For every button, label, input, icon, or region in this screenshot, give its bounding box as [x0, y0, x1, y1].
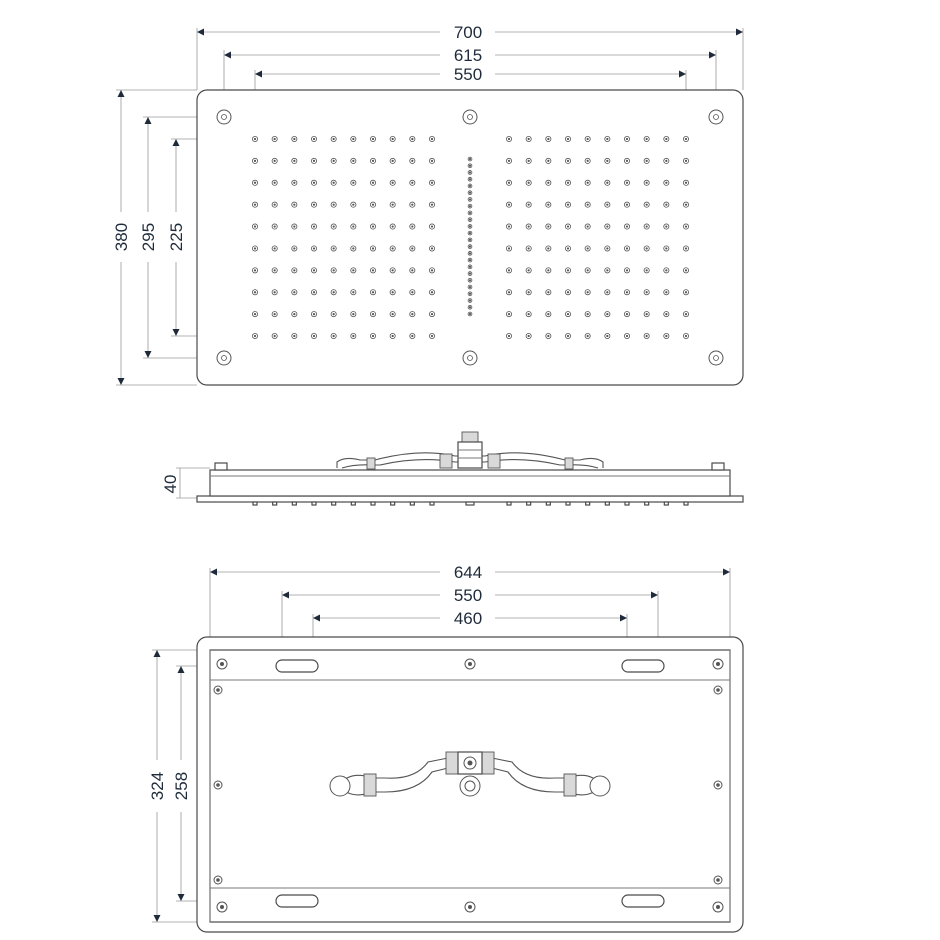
- dim-label-258: 258: [172, 771, 191, 801]
- shower-plate-top: [197, 90, 743, 385]
- side-nozzle: [466, 502, 474, 505]
- bottom-view: [148, 563, 743, 932]
- side-nozzle: [625, 502, 629, 505]
- inlet-connector: [462, 432, 478, 442]
- pipe-nut-right: [564, 774, 576, 796]
- side-nozzle: [546, 502, 550, 505]
- side-nozzle: [605, 502, 609, 505]
- dim-label-40: 40: [161, 474, 180, 494]
- side-plate: [197, 496, 743, 502]
- side-body: [210, 470, 730, 496]
- side-nozzle: [527, 502, 531, 505]
- side-nozzle: [684, 502, 688, 505]
- side-nozzle: [273, 502, 277, 505]
- dim-label-324: 324: [148, 771, 167, 801]
- side-nozzle: [332, 502, 336, 505]
- side-nub-right: [712, 463, 724, 470]
- side-nozzle: [410, 502, 414, 505]
- dimension-thickness-40: [161, 468, 210, 498]
- side-nozzle: [391, 502, 395, 505]
- side-nozzle: [312, 502, 316, 505]
- dim-label-460: 460: [453, 609, 483, 628]
- side-nozzle: [507, 502, 511, 505]
- side-nozzle: [371, 502, 375, 505]
- dim-label-380: 380: [112, 222, 131, 252]
- side-nozzle: [430, 502, 434, 505]
- side-nozzle: [253, 502, 257, 505]
- dim-label-550-bottom: 550: [453, 586, 483, 605]
- side-nozzle: [566, 502, 570, 505]
- pipe-nut-left: [364, 774, 376, 796]
- dim-label-615: 615: [453, 46, 483, 65]
- side-nozzle: [351, 502, 355, 505]
- dim-label-225: 225: [167, 222, 186, 252]
- side-nozzle: [664, 502, 668, 505]
- dim-label-700: 700: [453, 23, 483, 42]
- side-nub-left: [215, 463, 227, 470]
- dim-label-550-top: 550: [453, 65, 483, 84]
- dim-label-295: 295: [139, 222, 158, 252]
- side-view: [161, 432, 743, 505]
- dim-label-644: 644: [453, 563, 483, 582]
- side-nozzle: [292, 502, 296, 505]
- top-view: [112, 23, 743, 385]
- side-nozzle: [645, 502, 649, 505]
- side-nozzle: [586, 502, 590, 505]
